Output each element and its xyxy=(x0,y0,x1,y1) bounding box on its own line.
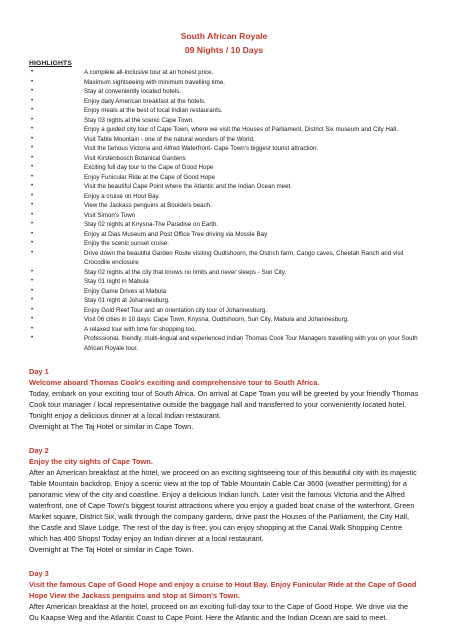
bullet-icon: • xyxy=(31,202,34,208)
highlight-text: Visit Table Mountain - one of the natural wonders of the World. xyxy=(84,135,255,143)
day-stay: Overnight at The Taj Hotel or similar in Cape Town. xyxy=(29,422,194,431)
bullet-icon: • xyxy=(31,192,34,199)
highlight-text: Visit 06 cities in 10 days: Cape Town, Knysna, Oudtshoorn, Sun City, Mabula and Johannesburg. xyxy=(84,316,349,323)
bullet-icon: • xyxy=(31,230,34,237)
day-section xyxy=(29,366,419,432)
day-stay: Overnight at The Taj Hotel or similar in Cape Town. xyxy=(29,545,194,554)
highlight-text: A relaxed tour with time for shopping too. xyxy=(84,325,197,333)
highlight-item xyxy=(29,125,419,135)
highlight-text: Maximum sightseeing with minimum travelling time. xyxy=(84,78,225,86)
highlight-item xyxy=(29,106,419,116)
bullet-icon: • xyxy=(31,221,34,227)
highlight-item xyxy=(29,249,419,268)
highlight-item xyxy=(29,315,419,325)
highlight-text: Enjoy a guided city tour of Cape Town, where we visit the Houses of Parliament, District Six museum and City Hall. xyxy=(84,126,398,133)
highlight-text: Stay 01 night in Mabula xyxy=(84,278,149,285)
document-subtitle: 09 Nights / 10 Days xyxy=(184,45,264,55)
highlight-item xyxy=(29,306,419,316)
highlight-item xyxy=(29,68,419,78)
bullet-icon: • xyxy=(31,316,34,322)
day-heading: Welcome aboard Thomas Cook's exciting and comprehensive tour to South Africa. xyxy=(29,378,320,387)
highlight-item xyxy=(29,296,419,306)
bullet-icon: • xyxy=(31,126,34,132)
highlight-text: Drive down the beautiful Garden Route visiting Oudtshoorn, the Ostrich farm, Cango caves, Cheetah Ranch and visit Crocodile enclosure xyxy=(84,249,404,266)
highlight-text: Stay 02 nights at Knysna-The Paradise on Earth. xyxy=(84,221,219,228)
highlight-text: A complete all-inclusive tour at an honest price. xyxy=(84,69,214,76)
bullet-icon: • xyxy=(31,268,34,275)
document-title: South African Royale xyxy=(180,31,268,41)
title-block xyxy=(29,29,419,57)
highlight-text: Stay at conveniently located hotels. xyxy=(84,88,181,95)
highlight-item xyxy=(29,211,419,221)
highlight-text: Enjoy Funicular Ride at the Cape of Good Hope xyxy=(84,173,216,181)
day-heading: Enjoy the city sights of Cape Town. xyxy=(29,457,153,466)
day-section xyxy=(29,445,419,555)
highlights-heading: HIGHLIGHTS xyxy=(29,60,72,67)
bullet-icon: • xyxy=(31,325,34,332)
bullet-icon: • xyxy=(31,107,34,113)
bullet-icon: • xyxy=(31,164,34,170)
highlight-text: Visit Kirstenbosch Botanical Gardens xyxy=(84,154,186,162)
highlight-item xyxy=(29,97,419,107)
highlight-text: Enjoy a cruise on Hout Bay. xyxy=(84,192,160,200)
day-heading: Visit the famous Cape of Good Hope and enjoy a cruise to Hout Bay. Enjoy Funicular Ride at the Cape of Good Hope View the Jackass penguins and stop at Simon's Town. xyxy=(29,580,417,600)
highlight-item xyxy=(29,182,419,192)
bullet-icon: • xyxy=(31,69,34,75)
day-text: After American breakfast at the hotel, proceed on an exciting full-day tour to the Cape of Good Hope. We drive via the Ou Kaapse Weg and the Atlantic Coast to Cape Point. Here the Atlantic and the Indian Ocean are said to meet. xyxy=(29,602,409,622)
bullet-icon: • xyxy=(31,154,34,161)
highlight-item xyxy=(29,154,419,164)
bullet-icon: • xyxy=(31,287,34,294)
highlight-text: Visit the beautiful Cape Point where the Atlantic and the Indian Ocean meet. xyxy=(84,183,292,190)
bullet-icon: • xyxy=(31,278,34,284)
highlight-item xyxy=(29,135,419,145)
highlight-item xyxy=(29,325,419,335)
highlight-item xyxy=(29,334,419,353)
day-text: After an American breakfast at the hotel, we proceed on an exciting sightseeing tour of this beautiful city with its majestic Table Mountain backdrop. Enjoy a scenic view at the top of Table Mountain Cable Car 3600 (weather permitting) for a panoramic view of the city and coastline. Enjoy a delicious Indian lunch. Later visit the famous Victoria and the Alfred waterfront, one of Cape Town's biggest tourist attractions where you enjoy a guided boat cruise of the waterfront, Green Market square, District Six, walk through the company gardens, drive past the Houses of the Parliament, the City Hall, the Castle and Slave Lodge. The rest of the day is free; you can enjoy shopping at the Canal Walk Shopping Centre which has 400 Shops! Today enjoy an Indian dinner at a local restaurant. xyxy=(29,468,417,543)
bullet-icon: • xyxy=(31,88,34,94)
highlight-item xyxy=(29,163,419,173)
highlight-text: Enjoy at Dias Museum and Post Office Tree driving via Mossle Bay xyxy=(84,230,268,238)
highlight-item xyxy=(29,173,419,183)
highlight-text: View the Jackass penguins at Boulders beach. xyxy=(84,202,212,209)
day-label: Day 1 xyxy=(29,367,49,376)
highlight-text: Stay 02 nights at the city that knows no limits and never sleeps - Sun City. xyxy=(84,268,287,276)
bullet-icon: • xyxy=(31,240,34,246)
bullet-icon: • xyxy=(31,173,34,180)
highlight-item xyxy=(29,277,419,287)
highlight-item xyxy=(29,220,419,230)
highlight-text: Exciting full day tour to the Cape of Good Hope xyxy=(84,164,214,171)
bullet-icon: • xyxy=(31,97,34,104)
highlight-text: Visit the famous Victoria and Alfred Waterfront- Cape Town's biggest tourist attraction. xyxy=(84,145,319,152)
day-section xyxy=(29,568,419,623)
bullet-icon: • xyxy=(31,335,34,341)
day-label: Day 2 xyxy=(29,446,49,455)
highlight-text: Enjoy daily American breakfast at the hotels. xyxy=(84,97,206,105)
highlight-text: Enjoy the scenic sunset cruise. xyxy=(84,240,169,247)
highlight-item xyxy=(29,116,419,126)
highlight-item xyxy=(29,268,419,278)
highlight-item xyxy=(29,87,419,97)
bullet-icon: • xyxy=(31,249,34,256)
highlight-item xyxy=(29,230,419,240)
highlight-item xyxy=(29,78,419,88)
bullet-icon: • xyxy=(31,78,34,85)
bullet-icon: • xyxy=(31,297,34,303)
bullet-icon: • xyxy=(31,306,34,313)
bullet-icon: • xyxy=(31,183,34,189)
highlight-text: Professional, friendly, multi-lingual and experienced Indian Thomas Cook Tour Managers travelling with you on your South African Royale tour. xyxy=(84,335,418,352)
highlight-text: Stay 01 night at Johannesburg. xyxy=(84,297,170,304)
highlight-item xyxy=(29,201,419,211)
bullet-icon: • xyxy=(31,211,34,218)
day-text: Today, embark on your exciting tour of South Africa. On arrival at Cape Town you will be greeted by your friendly Thomas Cook tour manager / local representative outside the baggage hall and transferred to your conveniently located hotel. Tonight enjoy a delicious dinner at a local Indian restaurant. xyxy=(29,389,419,420)
bullet-icon: • xyxy=(31,116,34,123)
highlight-text: Enjoy Game Drives at Mabula xyxy=(84,287,167,295)
highlight-text: Stay 03 nights at the scenic Cape Town. xyxy=(84,116,194,124)
highlights-list xyxy=(29,68,419,353)
bullet-icon: • xyxy=(31,145,34,151)
highlight-text: Enjoy Gold Reef Tour and an orientation city tour of Johannesburg. xyxy=(84,306,267,314)
highlight-item xyxy=(29,239,419,249)
highlight-text: Visit Simon's Town xyxy=(84,211,136,219)
itinerary xyxy=(29,366,419,623)
bullet-icon: • xyxy=(31,135,34,142)
highlight-item xyxy=(29,144,419,154)
highlight-item xyxy=(29,192,419,202)
day-label: Day 3 xyxy=(29,569,49,578)
highlight-item xyxy=(29,287,419,297)
highlight-text: Enjoy meals at the best of local Indian restaurants. xyxy=(84,107,223,114)
